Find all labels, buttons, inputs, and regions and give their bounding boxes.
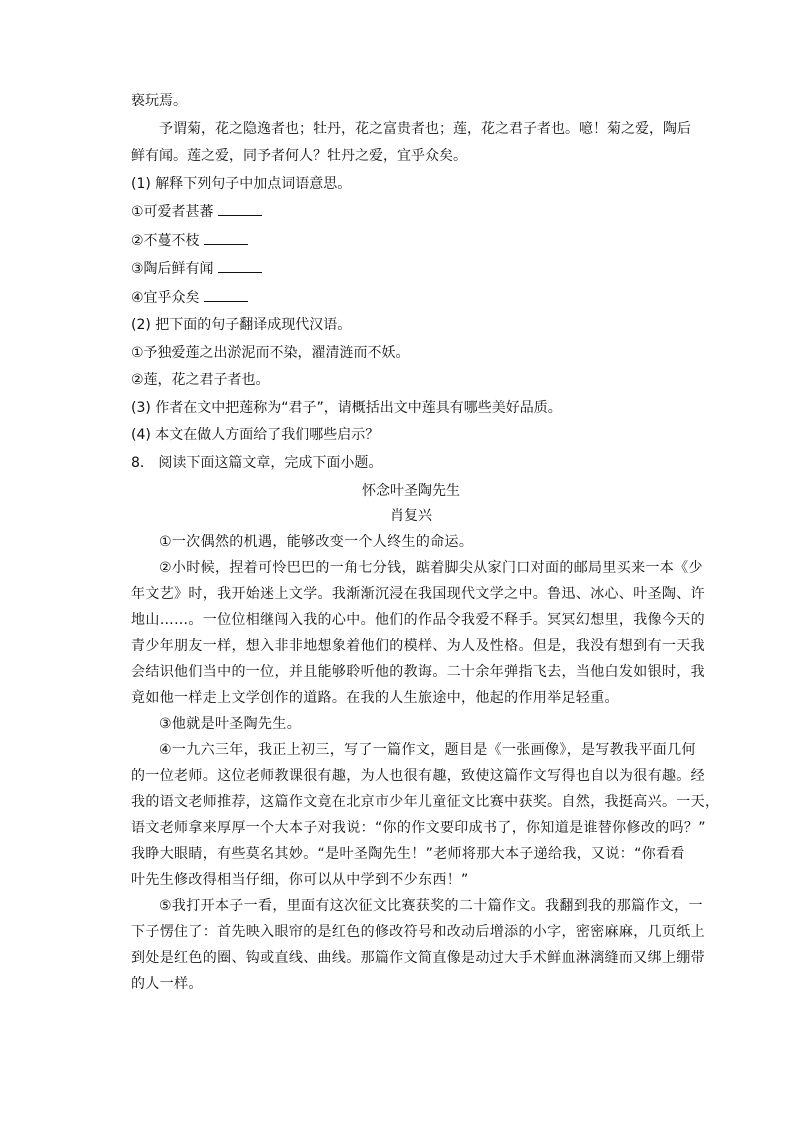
answer-blank xyxy=(218,202,262,216)
question-1-prompt: (1) 解释下列句子中加点词语意思。 xyxy=(131,175,352,192)
question-1-item xyxy=(131,202,691,221)
article-line: ③他就是叶圣陶先生。 xyxy=(159,715,302,732)
article-line: 我的语文老师推荐，这篇作文竟在北京市少年儿童征文比赛中获奖。自然，我挺高兴。一天， xyxy=(131,793,720,810)
page-content xyxy=(131,92,720,1001)
text-line: 予谓菊，花之隐逸者也；牡丹，花之富贵者也；莲，花之君子者也。噫！菊之爱，陶后 xyxy=(159,120,691,137)
article-line: 叶先生修改得相当仔细，你可以从中学到不少东西！” xyxy=(131,871,469,888)
question-1-item xyxy=(131,288,691,307)
question-4-prompt: (4) 本文在做人方面给了我们哪些启示？ xyxy=(131,427,380,443)
question-3-prompt: (3) 作者在文中把莲称为“君子”，请概括出文中莲具有哪些美好品质。 xyxy=(131,399,562,416)
answer-blank xyxy=(204,288,248,302)
article-line: 的一位老师。这位老师教课很有趣，为人也很有趣，致使这篇作文写得也自以为很有趣。经 xyxy=(131,767,705,784)
article-line: 竟如他一样走上文学创作的道路。在我的人生旅途中，他起的作用举足轻重。 xyxy=(131,689,619,706)
question-8-prompt: 8． 阅读下面这篇文章，完成下面小题。 xyxy=(131,454,383,471)
article-line: 到处是红色的圈、钩或直线、曲线。那篇作文简直像是动过大手术鲜血淋漓缝而又绑上绷带 xyxy=(131,949,705,966)
article-line: 语文老师拿来厚厚一个大本子对我说：“你的作文要印成书了，你知道是谁替你修改的吗？” xyxy=(131,819,706,836)
article-title: 怀念叶圣陶先生 xyxy=(362,482,460,499)
question-2-prompt: (2) 把下面的句子翻译成现代汉语。 xyxy=(131,317,352,333)
question-2-item: ②莲，花之君子者也。 xyxy=(131,372,270,388)
article-line: ⑤我打开本子一看，里面有这次征文比赛获奖的二十篇作文。我翻到我的那篇作文，一 xyxy=(159,897,703,914)
article-line: ①一次偶然的机遇，能够改变一个人终生的命运。 xyxy=(159,533,474,550)
text-line: 亵玩焉。 xyxy=(131,93,187,109)
answer-blank xyxy=(218,259,262,273)
answer-blank xyxy=(204,231,248,245)
question-1-item xyxy=(131,231,691,250)
article-line: 的人一样。 xyxy=(131,975,203,992)
question-2-item: ①予独爱莲之出淤泥而不染，濯清涟而不妖。 xyxy=(131,344,410,361)
article-author: 肖复兴 xyxy=(390,507,432,524)
article-line: 下子愣住了：首先映入眼帘的是红色的修改符号和改动后增添的小字，密密麻麻，几页纸上 xyxy=(131,923,705,940)
article-line: ④一九六三年，我正上初三，写了一篇作文，题目是《一张画像》，是写教我平面几何 xyxy=(159,741,696,758)
article-line: ②小时候，捏着可怜巴巴的一角七分钱，踮着脚尖从家门口对面的邮局里买来一本《少 xyxy=(159,559,703,576)
item-text: ②不蔓不枝 xyxy=(131,232,200,249)
question-1-item xyxy=(131,259,691,278)
text-line: 鲜有闻。莲之爱，同予者何人？牡丹之爱，宜乎众矣。 xyxy=(131,148,467,164)
item-text: ①可爱者甚蕃 xyxy=(131,204,214,220)
item-text: ③陶后鲜有闻 xyxy=(131,261,214,277)
article-line: 年文艺》时，我开始迷上文学。我渐渐沉浸在我国现代文学之中。鲁迅、冰心、叶圣陶、许 xyxy=(131,585,705,602)
article-line: 青少年朋友一样，想入非非地想象着他们的模样、为人及性格。但是，我没有想到有一天我 xyxy=(131,637,705,654)
article-line: 我睁大眼睛，有些莫名其妙。“是叶圣陶先生！”老师将那大本子递给我，又说：“你看看 xyxy=(131,845,685,862)
item-text: ④宜乎众矣 xyxy=(131,289,200,306)
article-line: 会结识他们当中的一位，并且能够聆听他的教诲。二十余年弹指飞去，当他白发如银时，我 xyxy=(131,663,705,680)
article-line: 地山……。一位位相继闯入我的心中。他们的作品令我爱不释手。冥冥幻想里，我像今天的 xyxy=(131,611,705,628)
